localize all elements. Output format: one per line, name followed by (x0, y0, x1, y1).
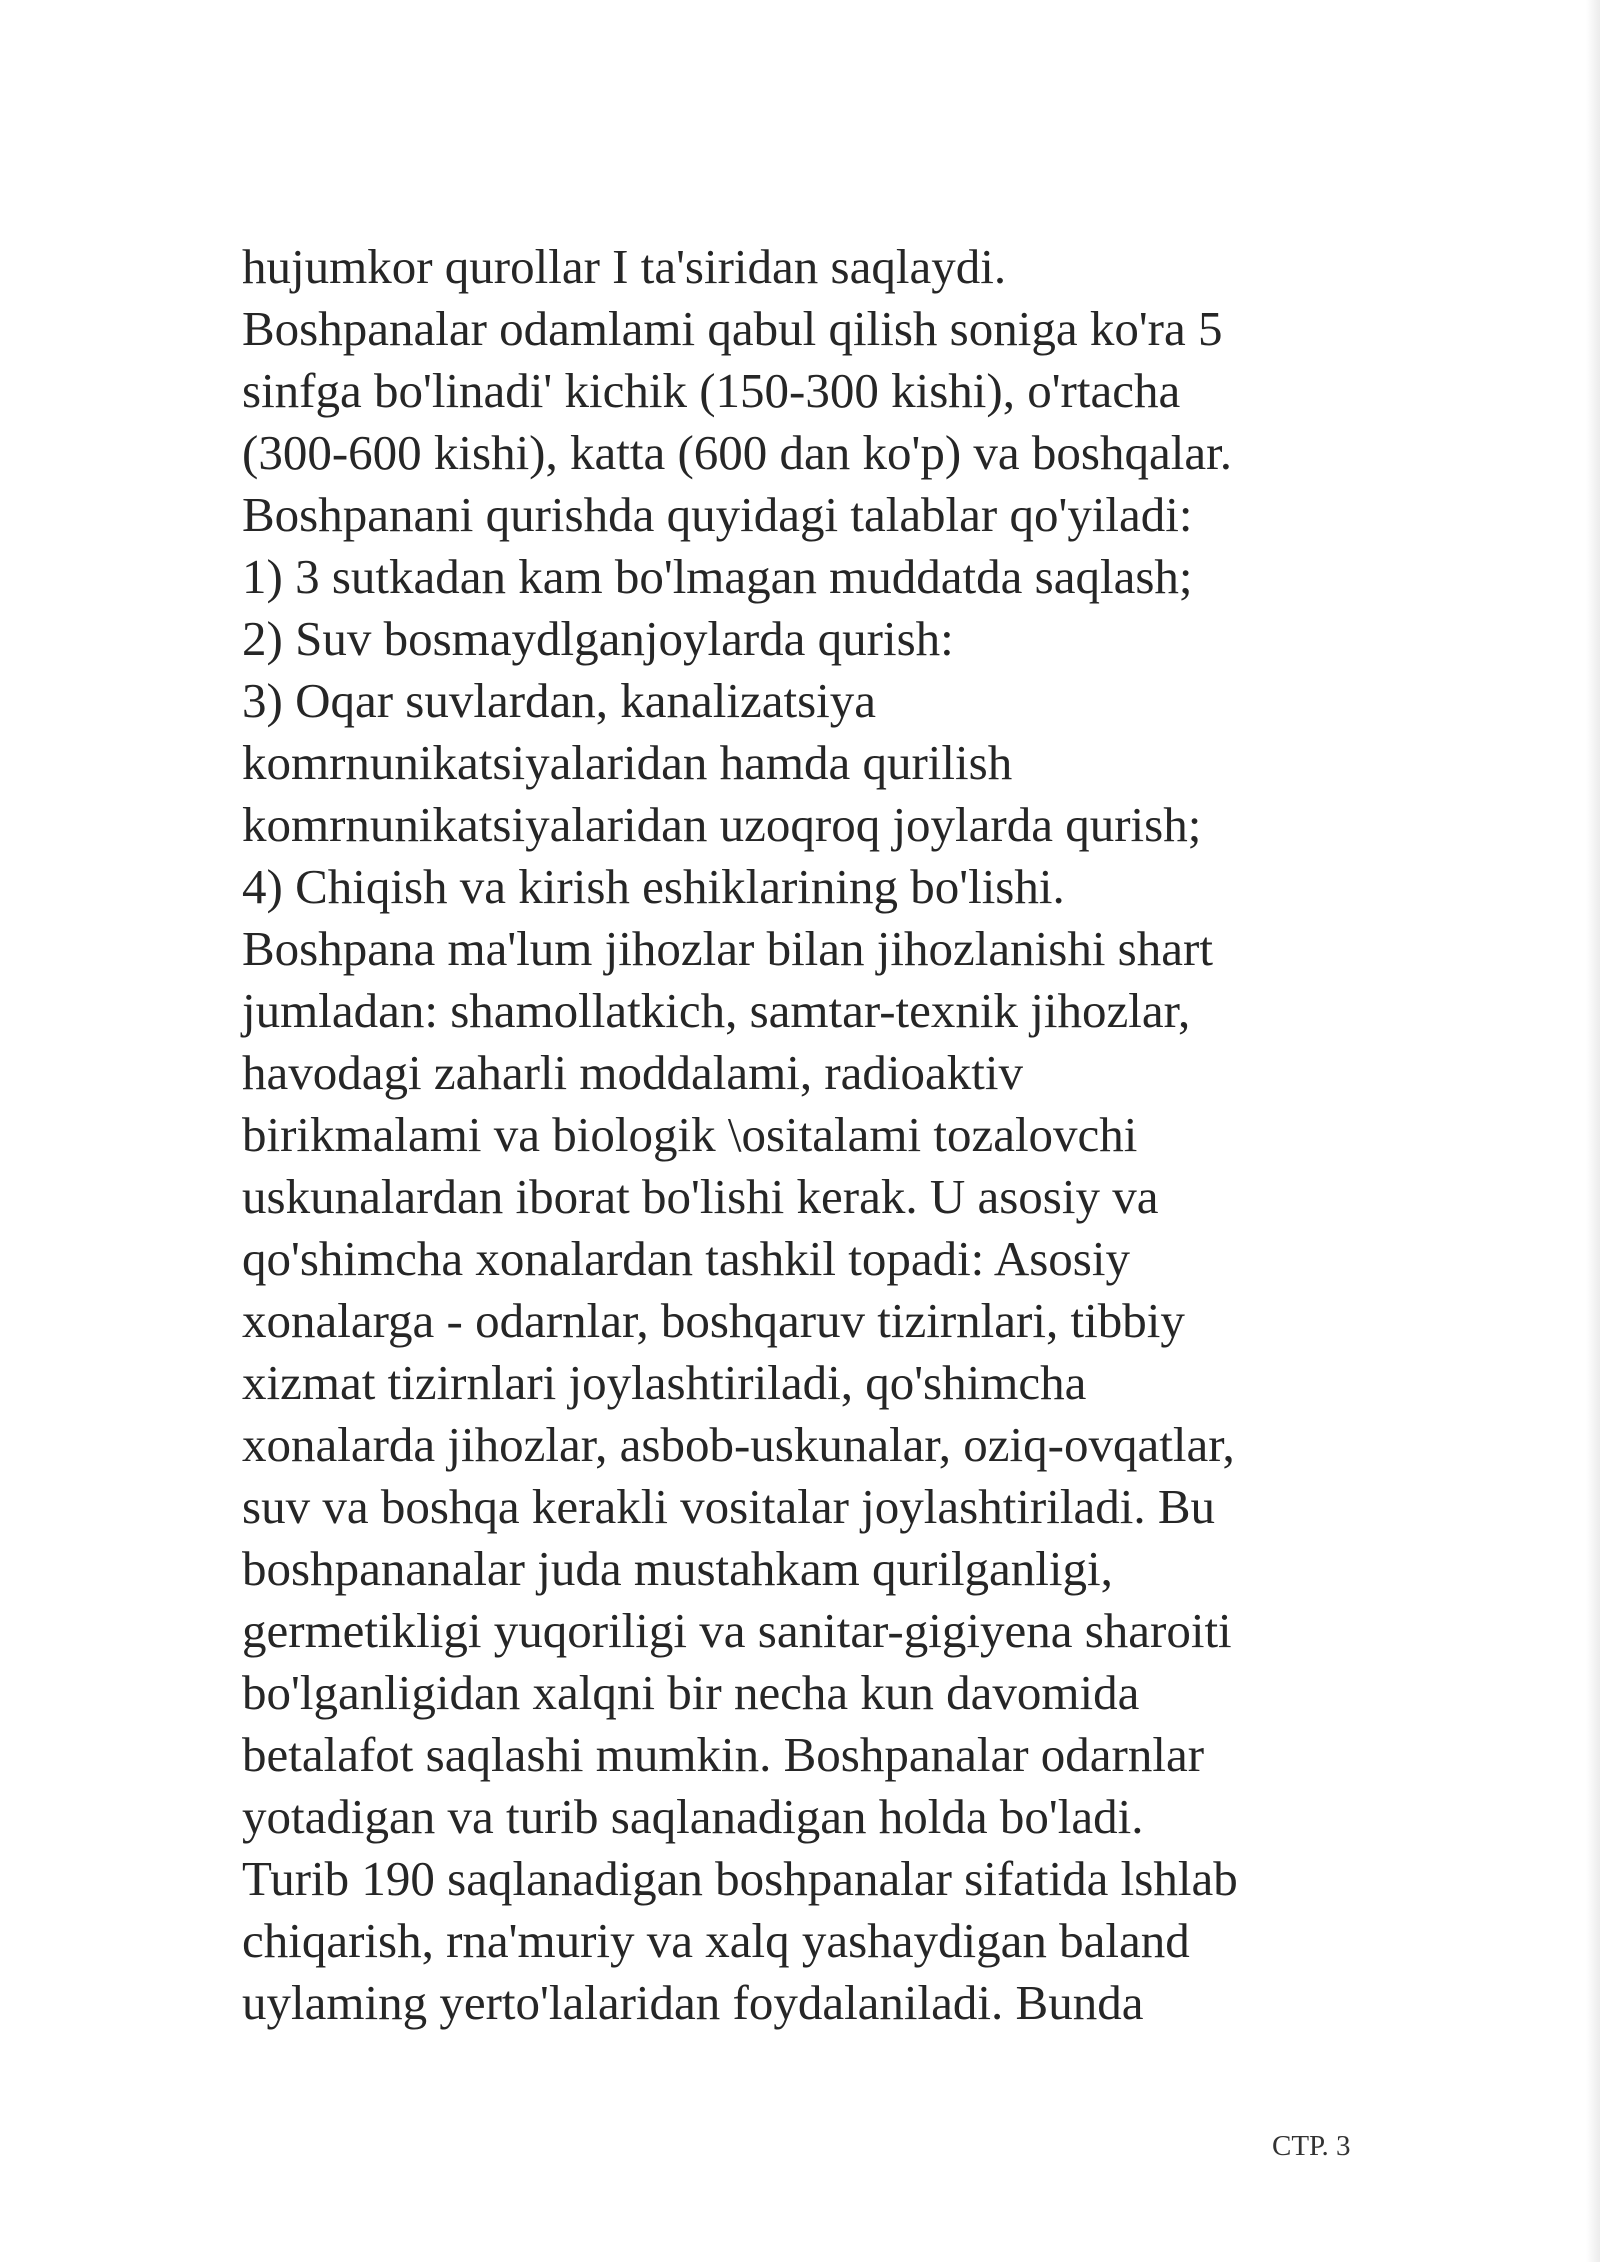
text-line: Boshpanalar odamlami qabul qilish soniga ko'ra 5 (242, 301, 1223, 356)
text-line: uskunalardan iborat bo'lishi kerak. U asosiy va (242, 1169, 1159, 1224)
text-line: xonalarga - odarnlar, boshqaruv tizirnlari, tibbiy (242, 1293, 1185, 1348)
text-line: yotadigan va turib saqlanadigan holda bo'ladi. (242, 1789, 1144, 1844)
text-line: qo'shimcha xonalardan tashkil topadi: Asosiy (242, 1231, 1130, 1286)
text-line: chiqarish, rna'muriy va xalq yashaydigan baland (242, 1913, 1190, 1968)
text-line: jumladan: shamollatkich, samtar-texnik jihozlar, (242, 983, 1191, 1038)
text-line: 2) Suv bosmaydlganjoylarda qurish: (242, 611, 954, 666)
text-line: havodagi zaharli moddalami, radioaktiv (242, 1045, 1024, 1100)
text-line: Boshpana ma'lum jihozlar bilan jihozlanishi shart (242, 921, 1213, 976)
text-line: birikmalami va biologik \ositalami tozalovchi (242, 1107, 1138, 1162)
text-line: 1) 3 sutkadan kam bo'lmagan muddatda saqlash; (242, 549, 1193, 604)
text-line: hujumkor qurollar I ta'siridan saqlaydi. (242, 239, 1007, 294)
page-edge-shadow (1586, 0, 1600, 2262)
text-line: xizmat tizirnlari joylashtiriladi, qo'shimcha (242, 1355, 1087, 1410)
text-line: betalafot saqlashi mumkin. Boshpanalar odarnlar (242, 1727, 1205, 1782)
text-line: suv va boshqa kerakli vositalar joylashtiriladi. Bu (242, 1479, 1216, 1534)
text-line: komrnunikatsiyalaridan uzoqroq joylarda qurish; (242, 797, 1202, 852)
page-number: СТР. 3 (1272, 2130, 1351, 2162)
text-line: 3) Oqar suvlardan, kanalizatsiya (242, 673, 877, 728)
text-line: xonalarda jihozlar, asbob-uskunalar, oziq-ovqatlar, (242, 1417, 1235, 1472)
text-line: 4) Chiqish va kirish eshiklarining bo'lishi. (242, 859, 1065, 914)
text-line: sinfga bo'linadi' kichik (150-300 kishi), o'rtacha (242, 363, 1181, 418)
text-line: bo'lganligidan xalqni bir necha kun davomida (242, 1665, 1140, 1720)
text-line: (300-600 kishi), katta (600 dan ko'p) va boshqalar. (242, 425, 1232, 480)
text-line: boshpananalar juda mustahkam qurilganligi, (242, 1541, 1113, 1596)
text-line: Turib 190 saqlanadigan boshpanalar sifatida lshlab (242, 1851, 1238, 1906)
text-line: Boshpanani qurishda quyidagi talablar qo'yiladi: (242, 487, 1193, 542)
text-line: uylaming yerto'lalaridan foydalaniladi. Bunda (242, 1975, 1144, 2030)
body-text (242, 236, 1372, 2034)
text-line: komrnunikatsiyalaridan hamda qurilish (242, 735, 1013, 790)
text-line: germetikligi yuqoriligi va sanitar-gigiyena sharoiti (242, 1603, 1232, 1658)
